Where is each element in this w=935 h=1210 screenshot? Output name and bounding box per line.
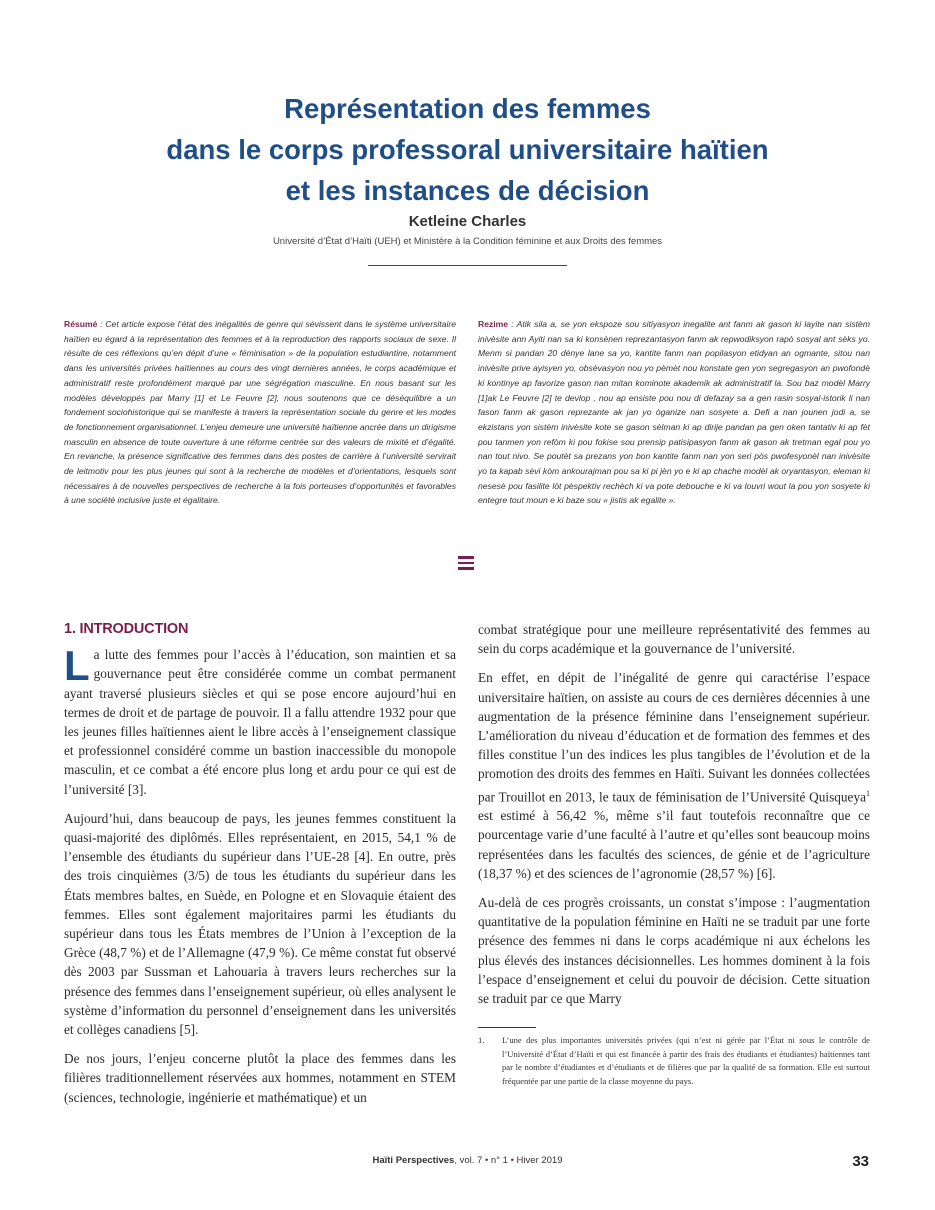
title-line: Représentation des femmes xyxy=(284,93,651,124)
body-column-right xyxy=(478,620,870,1018)
abstract-text: : Atik sila a, se yon ekspoze sou sitiyasyon inegalite ant fanm ak gason ki layite nan sistèm inivèsite ann Ayiti nan sa ki konsènen reprezantasyon fanm ak repwodiksyon rapò sosyal ant sèks yo. Menm si pandan 20 dènye lane sa yo, kantite fanm nan popilasyon etidyan an ogmante, sitou nan inivèsite prive ayisyen yo, obsèvasyon nou yo pèmèt nou konstate gen yon segregasyon an pwofondè ki kontinye ap favorize gason nan mitan kominote akademik ak administratif la. Sou baz modèl Marry [1]ak Le Feuvre [2] te devlop , nou ap ensiste pou nou di defazay sa a gen rasin sosyal-istorik li nan fason fanm ak gason reprezante ak jan yo òganize nan sosyete a. Defi a nan jounen jodi a, se ekzistans yon sistèm inivèsite kote se gason sèlman ki ap dirije pandan pa gen oken tantativ ki ap fèt pou tanmen yon refòm ki pou fokise sou prensip patisipasyon fanm ak gason ak tretman egal pou yo nan tout nivo. Se poutèt sa prezans yon bon kantite fanm nan yon seri pòs pwofesyonèl nan inivèsite yo ta kapab sèvi kòm ankourajman pou sa ki pi jèn yo e ki ap chache modèl ak oryantasyon, eleman ki nesesè pou fasilite lòt pèspektiv rechèch ki va pote debouche e ki va louvri wout la pou yon sosyete ki entegre tout moun e ki baze sou « jistis ak egalite ». xyxy=(478,319,870,506)
paragraph: La lutte des femmes pour l’accès à l’éducation, son maintien et sa gouvernance peut être considérée comme un combat permanent ayant traversé plusieurs siècles et qui se pose encore aujourd’hui en termes de droit et de partage de pouvoir. Il a fallu attendre 1932 pour que les jeunes filles haïtiennes aient le libre accès à l’enseignement classique et professionnel considéré comme un bastion inaccessible du monopole masculin, et ce combat a été encore plus long et ardu pour ce qui est de l’université [3]. xyxy=(64,642,456,797)
paragraph: Au-delà de ces progrès croissants, un constat s’impose : l’augmentation quantitative de la population féminine en Haïti ne se traduit par une forte présence des femmes ni dans le corps académique ni aux échelons les plus élevés des instances décisionnelles. Les hommes dominent à la fois l’espace d’enseignement et celui du pouvoir de décision. Cette situation se traduit par ce que Marry xyxy=(478,895,870,1007)
footnote xyxy=(478,1034,870,1088)
journal-citation: Haïti Perspectives, vol. 7 • n° 1 • Hiver 2019 xyxy=(372,1155,563,1166)
abstract-label: Résumé xyxy=(64,319,98,329)
title-line: et les instances de décision xyxy=(285,175,650,206)
abstract-french xyxy=(64,317,456,508)
paragraph: combat stratégique pour une meilleure représentativité des femmes au sein du corps académique et la gouvernance de l’université. xyxy=(478,622,870,657)
footnote-divider xyxy=(478,1027,536,1028)
body-column-left xyxy=(64,620,456,1117)
footnote-number: 1. xyxy=(478,1035,485,1045)
page-footer xyxy=(60,1155,875,1173)
footnote-text: L’une des plus importantes universités privées (qui n’est ni gérée par l’État ni sous le contrôle de l’Université d’État d’Haïti et qui est financée à partir des frais des étudiants et étudiantes) haïtiennes tant par le nombre d’étudiantes et d’étudiants et de filières que par la qualité de sa formation. Elle est surtout fréquentée par une partie de la classe moyenne du pays. xyxy=(502,1035,870,1086)
article-title xyxy=(60,88,875,211)
paragraph: En effet, en dépit de l’inégalité de genre qui caractérise l’espace universitaire haïtien, on assiste au cours de ces dernières décennies à une augmentation de la présence féminine dans l’enseignement supérieur. L’amélioration du niveau d’éducation et de formation des femmes et des filles constitue l’un des indices les plus tangibles de l’évolution et de la promotion des droits des femmes en Haïti. Suivant les données collectées par Trouillot en 2013, le taux de féminisation de l’Université Quisqueya$^1$ est estimé à 56,42 %, même s’il faut toutefois reconnaître que ce pourcentage varie d’une faculté à l’autre et qu’elles sont beaucoup moins représentées dans les facultés des sciences, de génie et de l’agriculture (18,37 %) et des sciences de l’agronomie (28,57 %) [6]. xyxy=(478,670,870,881)
abstract-text: : Cet article expose l’état des inégalités de genre qui sévissent dans le système universitaire haïtien eu égard à la représentation des femmes et à la reproduction des rapports sociaux de sexe. Il résulte de ces réflexions qu’en dépit d’une « féminisation » de la population estudiantine, notamment dans les universités privées haïtiennes au cours des vingt dernières années, le corps académique et administratif reste profondément marqué par une ségrégation masculine. En nous basant sur les modèles développés par Marry [1] et Le Feuvre [2], nous soutenons que ce déséquilibre a un fondement sociohistorique qui se manifeste à travers la représentation sociale du genre et les modes de fonctionnement organisationnel. L’enjeu demeure une université haïtienne ancrée dans un dirigisme masculin en absence de toute ouverture à une réforme centrée sur des valeurs de mixité et d’égalité. En revanche, la présence significative des femmes dans des postes de carrière à l’université servirait de leitmotiv pour les plus jeunes qui sont à la recherche de modèles et d’orientations, lesquels sont nécessaires à de nouvelles perspectives de recherche à la fois porteuses d’opportunités et favorables à une société inclusive juste et égalitaire. xyxy=(64,319,456,506)
journal-name: Haïti Perspectives xyxy=(372,1155,455,1166)
author-name: Ketleine Charles xyxy=(408,213,527,230)
paragraph: De nos jours, l’enjeu concerne plutôt la place des femmes dans les filières traditionnellement réservées aux hommes, notamment en STEM (sciences, technologie, ingénierie et mathématique) et un xyxy=(64,1051,456,1105)
abstract-creole xyxy=(478,317,870,508)
title-divider xyxy=(368,265,567,266)
page-number: 33 xyxy=(852,1153,869,1170)
paragraph: Aujourd’hui, dans beaucoup de pays, les jeunes femmes constituent la quasi-majorité des diplômés. Elles représentaient, en 2015, 54,1 % de l’ensemble des étudiants du supérieur dans l’UE-28 [4]. En outre, près des trois cinquièmes (3/5) de tous les étudiants du supérieur dans les États membres baltes, en Suède, en Pologne et en Slovaquie étaient des femmes. Elles sont également majoritaires parmi les étudiants du supérieur dans tous les États membres de l’Union à l’exception de la Grèce (48,7 %) et de l’Allemagne (47,9 %). Ce même constat fut observé dès 2003 par Sussman et Lahouaria à travers leurs recherches sur la présence des femmes dans l’enseignement supérieur, où elles analysent le système d’information du personnel d’enseignement dans les universités et collèges canadiens [5]. xyxy=(64,810,456,1038)
footnote-ref: 1 xyxy=(866,788,870,798)
menu-icon xyxy=(458,556,474,570)
drop-cap: L xyxy=(64,642,90,690)
author-affiliation: Université d’État d’Haïti (UEH) et Ministère à la Condition féminine et aux Droits des femmes xyxy=(272,236,663,247)
title-line: dans le corps professoral universitaire haïtien xyxy=(166,134,769,165)
abstract-label: Rezime xyxy=(478,319,509,329)
section-heading: 1. INTRODUCTION xyxy=(64,621,189,637)
